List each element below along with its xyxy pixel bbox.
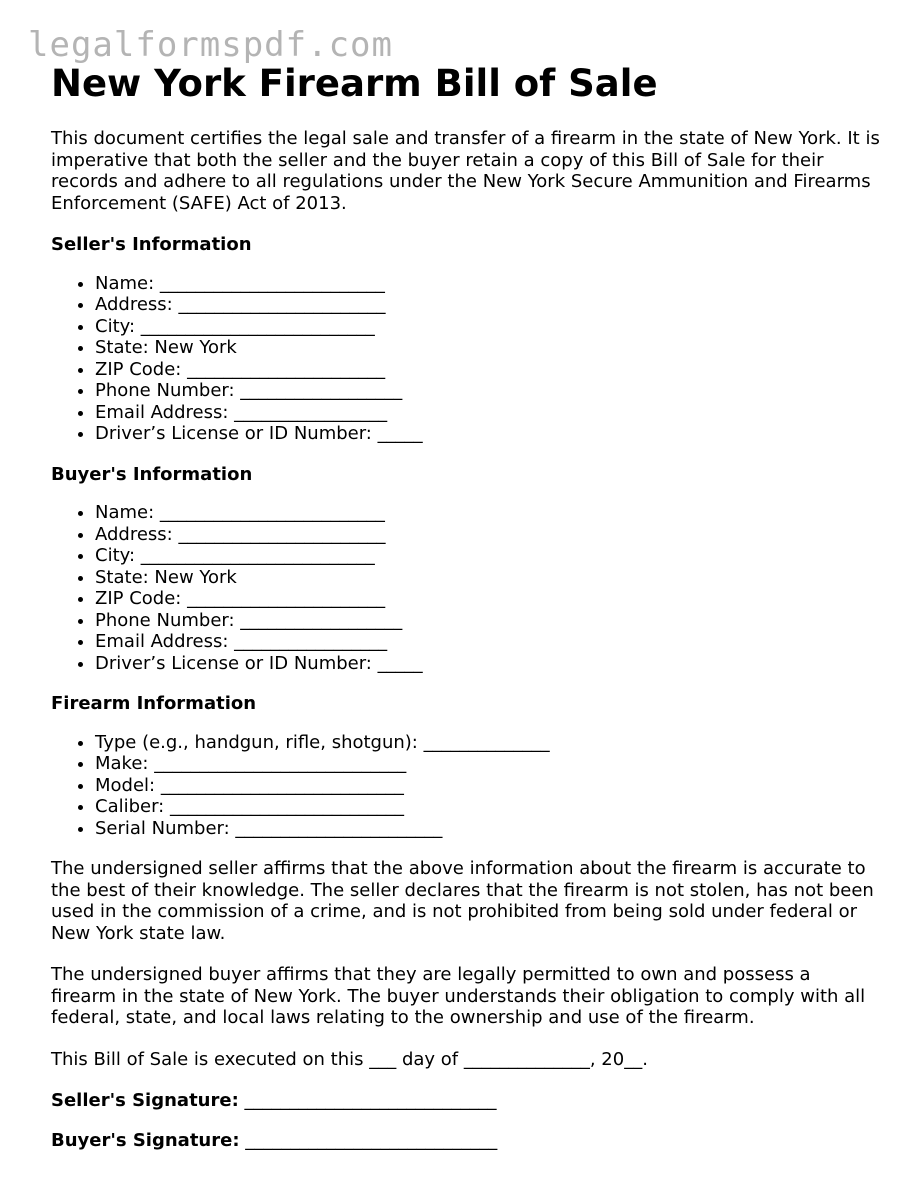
seller-affirmation-paragraph: The undersigned seller affirms that the above information about the firearm is accurate to the best of their knowledge. The seller declares that the firearm is not stolen, has not been used in the commission of a crime, and is not prohibited from being sold under federal or New York state law. — [51, 858, 874, 944]
firearm-info-heading: Firearm Information — [51, 693, 257, 715]
seller-email-field: • Email Address: _________________ — [95, 402, 881, 424]
seller-license-field: • Driver’s License or ID Number: _____ — [95, 423, 881, 445]
seller-signature-label: Seller's Signature: — [51, 1090, 239, 1112]
seller-phone-field: • Phone Number: __________________ — [95, 380, 881, 402]
buyer-zip-field: • ZIP Code: ______________________ — [95, 588, 881, 610]
execution-date-line: This Bill of Sale is executed on this ___ day of ______________, 20__. — [51, 1048, 648, 1070]
seller-city-field: • City: __________________________ — [95, 316, 881, 338]
document-title: New York Firearm Bill of Sale — [51, 62, 658, 105]
firearm-serial-field: • Serial Number: _______________________ — [95, 818, 881, 840]
firearm-model-field: • Model: ___________________________ — [95, 775, 881, 797]
seller-name-field: • Name: _________________________ — [95, 273, 881, 295]
seller-info-list — [51, 273, 881, 445]
watermark-logo: legalformspdf.com — [28, 25, 393, 65]
buyer-address-field: • Address: _______________________ — [95, 524, 881, 546]
firearm-caliber-field: • Caliber: __________________________ — [95, 796, 881, 818]
intro-paragraph: This document certifies the legal sale and transfer of a firearm in the state of New York. It is imperative that both the seller and the buyer retain a copy of this Bill of Sale for their records and adhere to all regulations under the New York Secure Ammunition and Firearms Enforcement (SAFE) Act of 2013. — [51, 128, 880, 214]
seller-zip-field: • ZIP Code: ______________________ — [95, 359, 881, 381]
seller-state-field: • State: New York — [95, 337, 881, 359]
buyer-signature-label: Buyer's Signature: — [51, 1129, 240, 1151]
buyer-city-field: • City: __________________________ — [95, 545, 881, 567]
buyer-license-field: • Driver’s License or ID Number: _____ — [95, 653, 881, 675]
buyer-info-heading: Buyer's Information — [51, 463, 253, 485]
firearm-type-field: • Type (e.g., handgun, rifle, shotgun): ______________ — [95, 732, 881, 754]
buyer-name-field: • Name: _________________________ — [95, 502, 881, 524]
document-body — [51, 62, 881, 1169]
buyer-signature-line — [51, 1130, 881, 1152]
buyer-state-field: • State: New York — [95, 567, 881, 589]
buyer-info-list — [51, 502, 881, 674]
buyer-signature-blank: ____________________________ — [245, 1129, 498, 1151]
seller-info-heading: Seller's Information — [51, 234, 252, 256]
buyer-email-field: • Email Address: _________________ — [95, 631, 881, 653]
seller-signature-line — [51, 1090, 881, 1112]
firearm-info-list — [51, 732, 881, 840]
buyer-affirmation-paragraph: The undersigned buyer affirms that they are legally permitted to own and possess a firearm in the state of New York. The buyer understands their obligation to comply with all federal, state, and local laws relating to the ownership and use of the firearm. — [51, 964, 866, 1029]
buyer-phone-field: • Phone Number: __________________ — [95, 610, 881, 632]
seller-signature-blank: ____________________________ — [244, 1090, 497, 1112]
firearm-make-field: • Make: ____________________________ — [95, 753, 881, 775]
seller-address-field: • Address: _______________________ — [95, 294, 881, 316]
